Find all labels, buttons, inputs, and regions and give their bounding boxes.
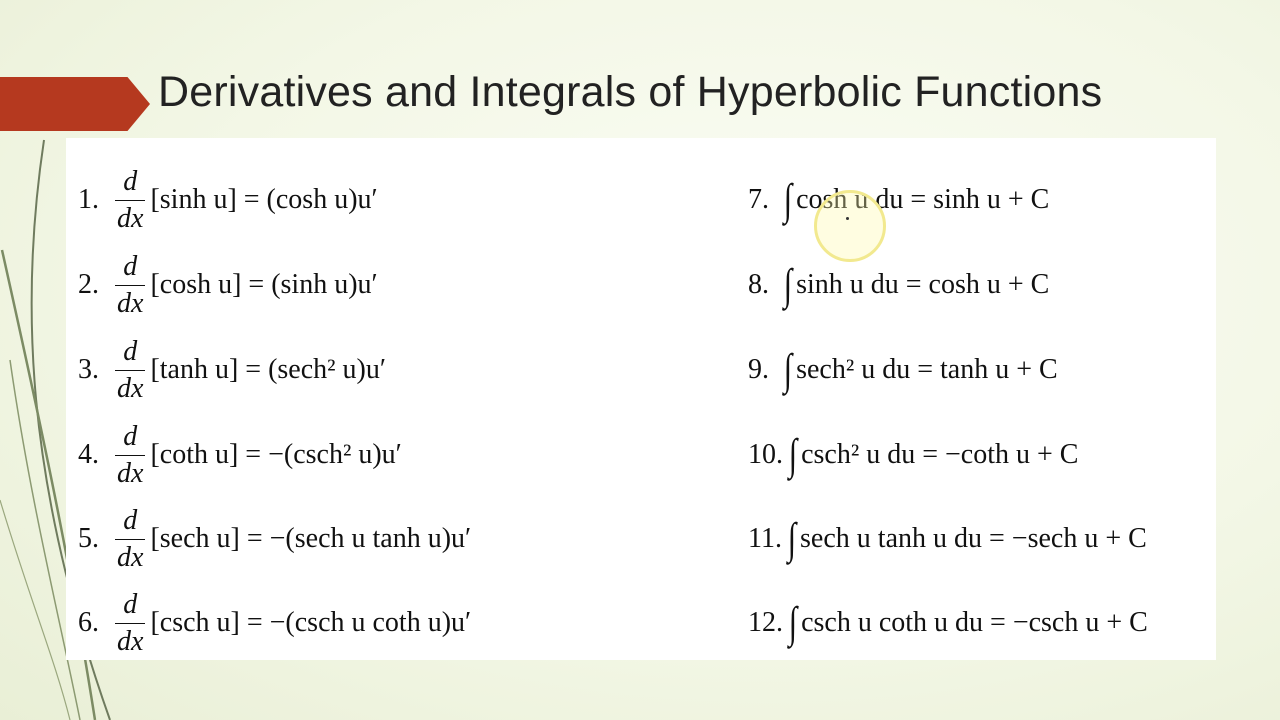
integral-icon: ∫ (787, 514, 797, 563)
derivative-formula-4 (78, 415, 402, 495)
formula-expression: [csch u] = −(csch u coth u)u′ (150, 607, 472, 638)
derivative-formula-5 (78, 499, 471, 579)
derivative-operator: $\frac{d}{dx}$ (117, 504, 144, 573)
integral-formula-9 (748, 330, 1058, 410)
cursor-highlight-icon (814, 190, 886, 262)
formula-number: 3. (78, 354, 99, 385)
integral-formula-7 (748, 160, 1049, 240)
integral-icon: ∫ (783, 175, 793, 224)
formula-expression: [coth u] = −(csch² u)u′ (150, 439, 402, 470)
formula-number: 11. (748, 523, 782, 554)
formula-number: 7. (748, 184, 769, 215)
slide-title: Derivatives and Integrals of Hyperbolic Functions (158, 68, 1103, 116)
formula-expression: [cosh u] = (sinh u)u′ (150, 269, 378, 300)
formula-number: 8. (748, 269, 769, 300)
integral-formula-8 (748, 245, 1049, 325)
formula-expression: [sinh u] = (cosh u)u′ (150, 184, 378, 215)
formula-expression: [sech u] = −(sech u tanh u)u′ (150, 523, 472, 554)
formula-number: 2. (78, 269, 99, 300)
mouse-cursor-icon (846, 217, 849, 220)
integral-icon: ∫ (788, 430, 798, 479)
formula-expression: sech² u du = tanh u + C (796, 354, 1058, 385)
integral-formula-11 (748, 499, 1147, 579)
formula-number: 5. (78, 523, 99, 554)
formula-number: 1. (78, 184, 99, 215)
formula-expression: cosh u du = sinh u + C (796, 184, 1050, 215)
derivative-operator: $\frac{d}{dx}$ (117, 165, 144, 234)
title-accent-arrow (0, 77, 150, 131)
formula-expression: [tanh u] = (sech² u)u′ (150, 354, 387, 385)
formula-number: 10. (748, 439, 783, 470)
formula-expression: sinh u du = cosh u + C (796, 269, 1050, 300)
integral-icon: ∫ (788, 598, 798, 647)
formula-expression: csch² u du = −coth u + C (801, 439, 1079, 470)
formula-number: 12. (748, 607, 783, 638)
formula-expression: sech u tanh u du = −sech u + C (800, 523, 1147, 554)
formula-number: 6. (78, 607, 99, 638)
formula-number: 9. (748, 354, 769, 385)
integral-icon: ∫ (783, 345, 793, 394)
derivative-formula-3 (78, 330, 386, 410)
derivative-operator: $\frac{d}{dx}$ (117, 420, 144, 489)
derivative-formula-6 (78, 583, 471, 663)
integral-formula-12 (748, 583, 1148, 663)
derivative-operator: $\frac{d}{dx}$ (117, 588, 144, 657)
derivative-operator: $\frac{d}{dx}$ (117, 250, 144, 319)
formula-number: 4. (78, 439, 99, 470)
integral-icon: ∫ (783, 260, 793, 309)
formula-expression: csch u coth u du = −csch u + C (801, 607, 1148, 638)
derivative-operator: $\frac{d}{dx}$ (117, 335, 144, 404)
formula-panel (66, 138, 1216, 660)
integral-formula-10 (748, 415, 1078, 495)
derivative-formula-2 (78, 245, 378, 325)
derivative-formula-1 (78, 160, 378, 240)
